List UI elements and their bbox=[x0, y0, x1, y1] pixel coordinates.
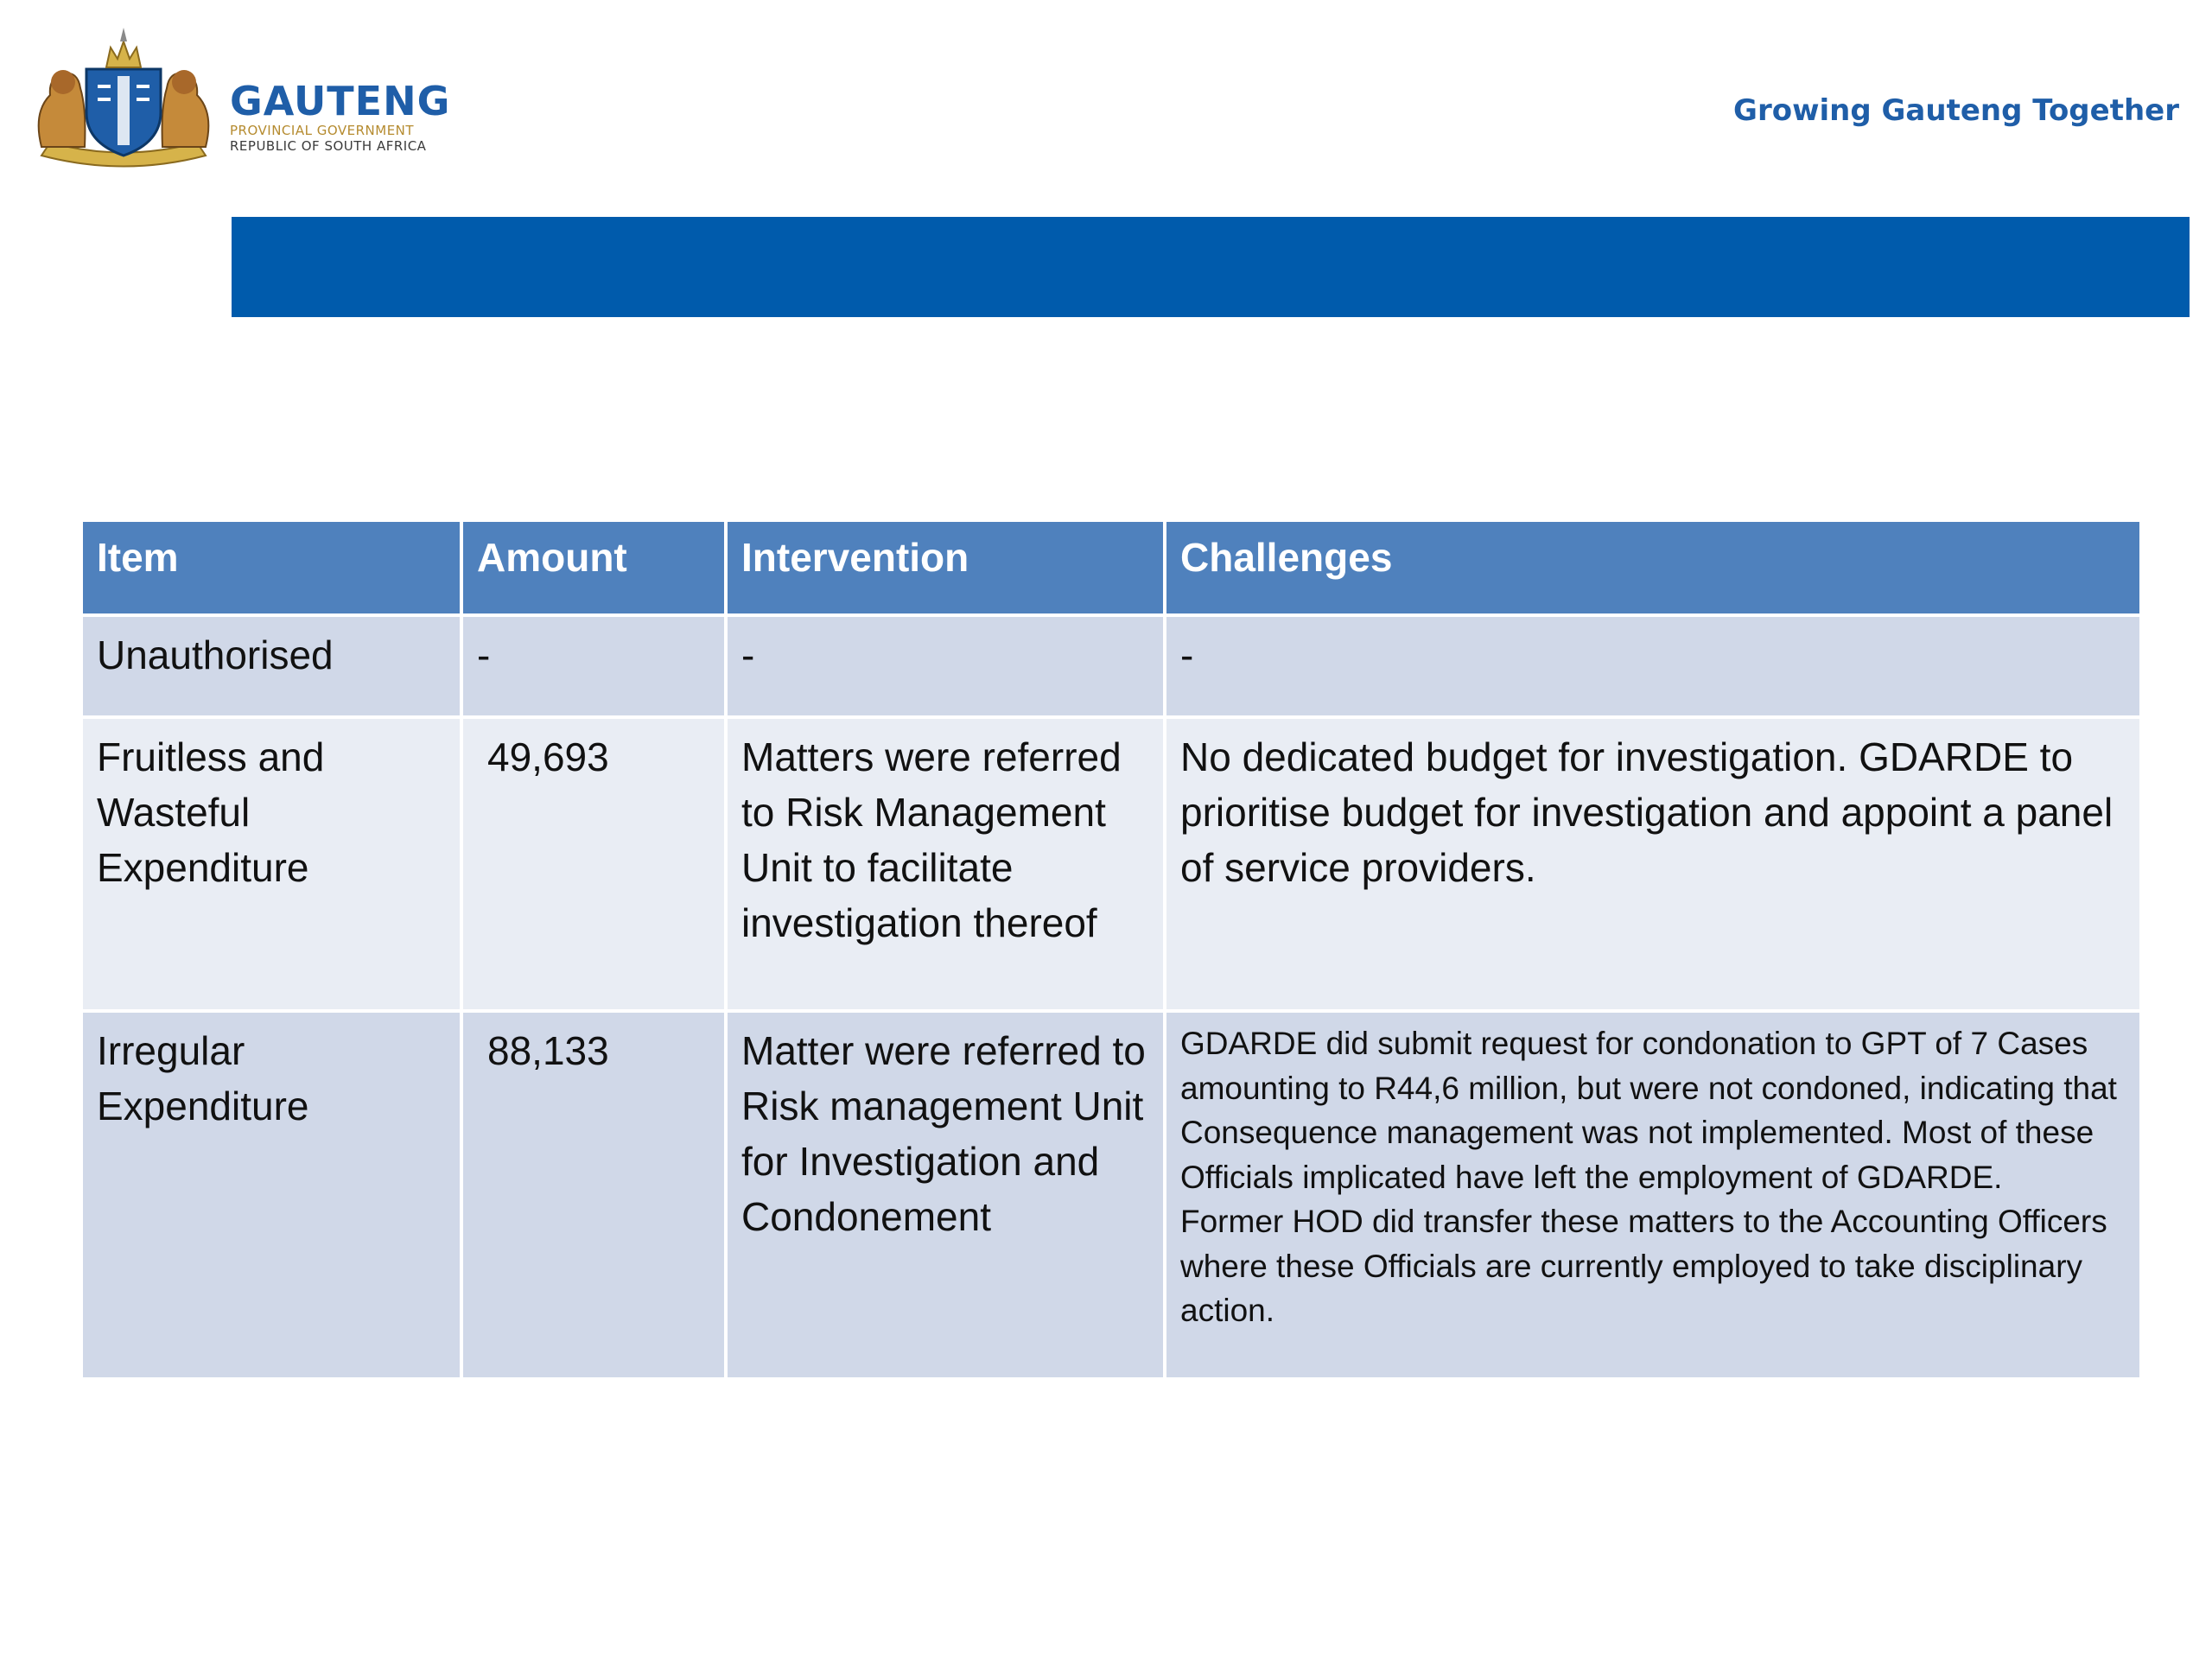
cell-item: Unauthorised bbox=[81, 615, 461, 717]
slogan: Growing Gauteng Together bbox=[1733, 93, 2179, 128]
cell-intervention: - bbox=[726, 615, 1165, 717]
challenge-paragraph: Former HOD did transfer these matters to the Accounting Officers where these Officials are currently employed to take disciplinary action. bbox=[1180, 1204, 2107, 1328]
cell-challenges: - bbox=[1165, 615, 2141, 717]
challenge-paragraph: GDARDE did submit request for condonation to GPT of 7 Cases amounting to R44,6 million, but were not condoned, indicating that Consequence management was not implemented. Most of these Officials implicated have left the employment of GDARDE. bbox=[1180, 1026, 2117, 1195]
logo-line-2: REPUBLIC OF SOUTH AFRICA bbox=[230, 138, 427, 154]
title-bar bbox=[232, 217, 2190, 317]
table-row bbox=[81, 615, 2141, 717]
cell-amount: 88,133 bbox=[461, 1011, 726, 1379]
header-item: Item bbox=[81, 520, 461, 615]
cell-challenges: No dedicated budget for investigation. GDARDE to prioritise budget for investigation and appoint a panel of service providers. bbox=[1165, 717, 2141, 1011]
cell-item: Fruitless and Wasteful Expenditure bbox=[81, 717, 461, 1011]
cell-item: Irregular Expenditure bbox=[81, 1011, 461, 1379]
header-amount: Amount bbox=[461, 520, 726, 615]
table-header-row bbox=[81, 520, 2141, 615]
cell-challenges bbox=[1165, 1011, 2141, 1379]
logo-name: GAUTENG bbox=[230, 78, 451, 124]
expenditure-table bbox=[79, 518, 2143, 1381]
cell-amount: 49,693 bbox=[461, 717, 726, 1011]
logo-line-1: PROVINCIAL GOVERNMENT bbox=[230, 123, 415, 138]
cell-intervention: Matters were referred to Risk Management Unit to facilitate investigation thereof bbox=[726, 717, 1165, 1011]
table-row bbox=[81, 717, 2141, 1011]
table-row bbox=[81, 1011, 2141, 1379]
gauteng-logo bbox=[24, 26, 451, 181]
cell-intervention: Matter were referred to Risk management Unit for Investigation and Condonement bbox=[726, 1011, 1165, 1379]
header-challenges: Challenges bbox=[1165, 520, 2141, 615]
cell-amount: - bbox=[461, 615, 726, 717]
header-intervention: Intervention bbox=[726, 520, 1165, 615]
coat-of-arms-icon bbox=[24, 26, 223, 173]
